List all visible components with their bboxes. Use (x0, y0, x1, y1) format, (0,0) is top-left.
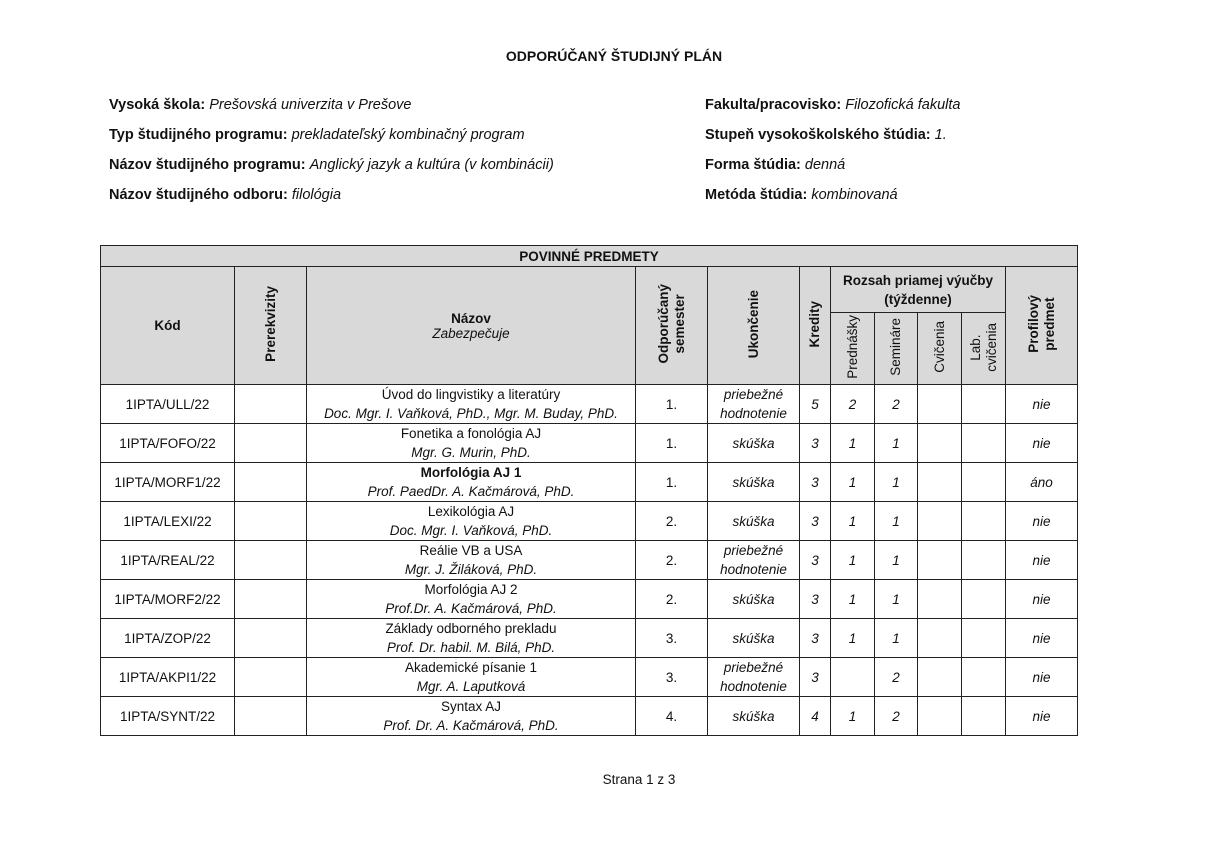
header-lectures: Prednášky (831, 313, 875, 385)
cell-lab (962, 385, 1006, 424)
cell-prereq (235, 541, 307, 580)
course-provider: Prof. PaedDr. A. Kačmárová, PhD. (367, 484, 575, 499)
cell-code: 1IPTA/REAL/22 (101, 541, 235, 580)
cell-completion: skúška (708, 463, 800, 502)
course-name: Morfológia AJ 2 (424, 582, 518, 597)
cell-name (307, 619, 636, 658)
cell-lectures: 2 (831, 385, 875, 424)
cell-credits: 3 (800, 424, 831, 463)
cell-code: 1IPTA/ULL/22 (101, 385, 235, 424)
cell-exercises (918, 385, 962, 424)
section-title: POVINNÉ PREDMETY (101, 246, 1078, 267)
cell-lab (962, 424, 1006, 463)
cell-seminars: 2 (875, 658, 918, 697)
course-provider: Doc. Mgr. I. Vaňková, PhD., Mgr. M. Buday, PhD. (324, 406, 618, 421)
cell-lectures: 1 (831, 424, 875, 463)
cell-prereq (235, 463, 307, 502)
cell-prereq (235, 619, 307, 658)
cell-profile: nie (1006, 502, 1078, 541)
cell-semester: 1. (636, 385, 708, 424)
cell-name (307, 697, 636, 736)
cell-profile: nie (1006, 541, 1078, 580)
header-prereq: Prerekvizity (235, 267, 307, 385)
course-provider: Prof.Dr. A. Kačmárová, PhD. (385, 601, 557, 616)
cell-credits: 3 (800, 541, 831, 580)
meta-program-type: Typ študijného programu: prekladateľský kombinačný program (109, 127, 525, 143)
course-name: Úvod do lingvistiky a literatúry (381, 387, 561, 402)
cell-semester: 4. (636, 697, 708, 736)
header-semester: Odporúčaný semester (636, 267, 708, 385)
cell-prereq (235, 697, 307, 736)
course-provider: Mgr. A. Laputková (416, 679, 526, 694)
cell-exercises (918, 502, 962, 541)
cell-code: 1IPTA/AKPI1/22 (101, 658, 235, 697)
course-name: Fonetika a fonológia AJ (400, 426, 542, 441)
cell-completion: skúška (708, 424, 800, 463)
cell-exercises (918, 541, 962, 580)
header-exercises: Cvičenia (918, 313, 962, 385)
cell-lectures: 1 (831, 463, 875, 502)
cell-lectures: 1 (831, 619, 875, 658)
cell-completion: skúška (708, 619, 800, 658)
header-seminars: Semináre (875, 313, 918, 385)
cell-lectures: 1 (831, 502, 875, 541)
cell-prereq (235, 658, 307, 697)
cell-seminars: 1 (875, 463, 918, 502)
course-provider: Prof. Dr. A. Kačmárová, PhD. (383, 718, 559, 733)
cell-profile: áno (1006, 463, 1078, 502)
cell-profile: nie (1006, 658, 1078, 697)
cell-lab (962, 658, 1006, 697)
cell-seminars: 1 (875, 424, 918, 463)
page-footer: Strana 1 z 3 (602, 772, 676, 787)
cell-seminars: 1 (875, 619, 918, 658)
table-row (101, 502, 1078, 541)
cell-lab (962, 580, 1006, 619)
meta-field: Názov študijného odboru: filológia (109, 187, 342, 203)
course-provider: Mgr. J. Žiláková, PhD. (404, 562, 538, 577)
cell-lab (962, 463, 1006, 502)
table-row (101, 463, 1078, 502)
meta-university: Vysoká škola: Prešovská univerzita v Prešove (109, 97, 412, 113)
course-name: Syntax AJ (440, 699, 502, 714)
cell-semester: 3. (636, 619, 708, 658)
meta-study-form: Forma štúdia: denná (705, 157, 846, 173)
table-row (101, 541, 1078, 580)
cell-credits: 3 (800, 580, 831, 619)
cell-credits: 5 (800, 385, 831, 424)
cell-code: 1IPTA/FOFO/22 (101, 424, 235, 463)
cell-credits: 4 (800, 697, 831, 736)
cell-code: 1IPTA/LEXI/22 (101, 502, 235, 541)
header-profile: Profilový predmet (1006, 267, 1078, 385)
cell-name (307, 541, 636, 580)
cell-exercises (918, 697, 962, 736)
cell-profile: nie (1006, 385, 1078, 424)
cell-name (307, 658, 636, 697)
table-row (101, 580, 1078, 619)
cell-lab (962, 619, 1006, 658)
table-row (101, 385, 1078, 424)
cell-lab (962, 502, 1006, 541)
table-row (101, 697, 1078, 736)
cell-exercises (918, 619, 962, 658)
cell-completion: skúška (708, 580, 800, 619)
cell-lab (962, 541, 1006, 580)
course-name: Akademické písanie 1 (404, 660, 538, 675)
cell-credits: 3 (800, 502, 831, 541)
cell-semester: 2. (636, 580, 708, 619)
meta-study-method: Metóda štúdia: kombinovaná (705, 187, 898, 203)
cell-name (307, 580, 636, 619)
cell-prereq (235, 580, 307, 619)
cell-completion: priebežné hodnotenie (708, 385, 800, 424)
cell-profile: nie (1006, 580, 1078, 619)
cell-lectures (831, 658, 875, 697)
header-scope: Rozsah priamej výučby (týždenne) (831, 267, 1006, 313)
page-title: ODPORÚČANÝ ŠTUDIJNÝ PLÁN (505, 48, 723, 64)
cell-lectures: 1 (831, 580, 875, 619)
cell-profile: nie (1006, 424, 1078, 463)
cell-name (307, 502, 636, 541)
cell-lectures: 1 (831, 541, 875, 580)
cell-credits: 3 (800, 619, 831, 658)
course-name: Morfológia AJ 1 (420, 465, 522, 480)
header-credits: Kredity (800, 267, 831, 385)
cell-prereq (235, 385, 307, 424)
cell-exercises (918, 658, 962, 697)
course-name: Základy odborného prekladu (385, 621, 557, 636)
header-name: Názov Zabezpečuje (307, 267, 636, 385)
cell-semester: 3. (636, 658, 708, 697)
cell-seminars: 1 (875, 541, 918, 580)
cell-credits: 3 (800, 463, 831, 502)
header-lab: Lab. cvičenia (962, 313, 1006, 385)
course-provider: Doc. Mgr. I. Vaňková, PhD. (389, 523, 553, 538)
cell-semester: 2. (636, 502, 708, 541)
cell-lab (962, 697, 1006, 736)
cell-completion: skúška (708, 502, 800, 541)
cell-code: 1IPTA/ZOP/22 (101, 619, 235, 658)
cell-semester: 2. (636, 541, 708, 580)
cell-profile: nie (1006, 619, 1078, 658)
cell-seminars: 2 (875, 385, 918, 424)
courses-table (100, 245, 1078, 736)
cell-completion: skúška (708, 697, 800, 736)
cell-exercises (918, 424, 962, 463)
cell-name (307, 463, 636, 502)
cell-seminars: 1 (875, 502, 918, 541)
table-row (101, 424, 1078, 463)
table-row (101, 619, 1078, 658)
cell-code: 1IPTA/MORF1/22 (101, 463, 235, 502)
cell-name (307, 385, 636, 424)
meta-faculty: Fakulta/pracovisko: Filozofická fakulta (705, 97, 961, 113)
cell-exercises (918, 463, 962, 502)
cell-code: 1IPTA/MORF2/22 (101, 580, 235, 619)
cell-prereq (235, 502, 307, 541)
header-completion: Ukončenie (708, 267, 800, 385)
cell-seminars: 2 (875, 697, 918, 736)
cell-credits: 3 (800, 658, 831, 697)
table-row (101, 658, 1078, 697)
cell-lectures: 1 (831, 697, 875, 736)
cell-exercises (918, 580, 962, 619)
cell-semester: 1. (636, 424, 708, 463)
course-name: Lexikológia AJ (427, 504, 515, 519)
header-code: Kód (101, 267, 235, 385)
cell-completion: priebežné hodnotenie (708, 541, 800, 580)
course-provider: Mgr. G. Murin, PhD. (411, 445, 531, 460)
meta-degree: Stupeň vysokoškolského štúdia: 1. (705, 127, 947, 143)
cell-completion: priebežné hodnotenie (708, 658, 800, 697)
cell-profile: nie (1006, 697, 1078, 736)
meta-program-name: Názov študijného programu: Anglický jazyk a kultúra (v kombinácii) (109, 157, 554, 173)
cell-seminars: 1 (875, 580, 918, 619)
cell-semester: 1. (636, 463, 708, 502)
cell-name (307, 424, 636, 463)
course-name: Reálie VB a USA (419, 543, 523, 558)
cell-code: 1IPTA/SYNT/22 (101, 697, 235, 736)
course-provider: Prof. Dr. habil. M. Bilá, PhD. (386, 640, 556, 655)
cell-prereq (235, 424, 307, 463)
